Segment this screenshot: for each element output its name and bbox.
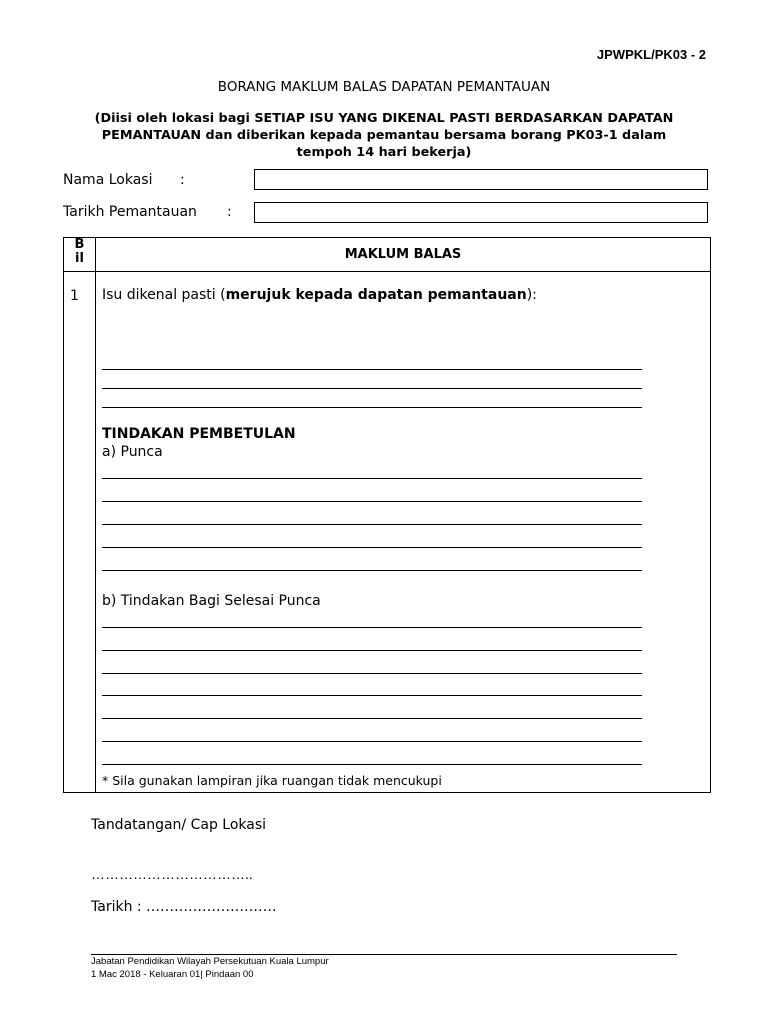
nama-lokasi-field[interactable] [254, 169, 708, 190]
writing-line[interactable] [102, 695, 642, 696]
nama-lokasi-label: Nama Lokasi [63, 172, 153, 188]
signature-line[interactable]: …………………………….. [91, 866, 253, 882]
writing-line[interactable] [102, 627, 642, 628]
writing-line[interactable] [102, 407, 642, 408]
feedback-table [63, 237, 711, 793]
footer-organization: Jabatan Pendidikan Wilayah Persekutuan Kuala Lumpur [91, 956, 329, 967]
form-code: JPWPKL/PK03 - 2 [596, 47, 706, 62]
signature-date[interactable]: Tarikh : ………………………. [91, 899, 277, 915]
bil-header [64, 238, 96, 272]
writing-line[interactable] [102, 369, 642, 370]
issue-label [102, 287, 537, 303]
instruction-line-3: tempoh 14 hari bekerja) [296, 145, 472, 160]
writing-line[interactable] [102, 524, 642, 525]
attachment-note: * Sila gunakan lampiran jika ruangan tidak mencukupi [102, 773, 442, 788]
writing-line[interactable] [102, 388, 642, 389]
tarikh-pemantauan-field[interactable] [254, 202, 708, 223]
writing-line[interactable] [102, 650, 642, 651]
footer-version: 1 Mac 2018 - Keluaran 01| Pindaan 00 [91, 969, 254, 980]
writing-line[interactable] [102, 764, 642, 765]
nama-lokasi-colon: : [180, 172, 185, 188]
cause-label: a) Punca [102, 444, 163, 460]
writing-line[interactable] [102, 718, 642, 719]
form-title: BORANG MAKLUM BALAS DAPATAN PEMANTAUAN [217, 79, 551, 95]
bil-header-text: Bil [74, 237, 85, 266]
writing-line[interactable] [102, 547, 642, 548]
tarikh-pemantauan-colon: : [227, 204, 232, 220]
writing-line[interactable] [102, 741, 642, 742]
issue-suffix: ): [526, 287, 537, 303]
writing-line[interactable] [102, 673, 642, 674]
feedback-cell[interactable] [96, 272, 711, 793]
writing-line[interactable] [102, 570, 642, 571]
corrective-action-heading: TINDAKAN PEMBETULAN [102, 426, 296, 442]
footer-divider [91, 954, 677, 955]
maklum-balas-header: MAKLUM BALAS [96, 238, 711, 272]
action-label: b) Tindakan Bagi Selesai Punca [102, 593, 321, 609]
issue-bold: merujuk kepada dapatan pemantauan [225, 287, 527, 303]
instruction-line-2: PEMANTAUAN dan diberikan kepada pemantau bersama borang PK03-1 dalam [101, 128, 667, 143]
instruction-line-1: (Diisi oleh lokasi bagi SETIAP ISU YANG DIKENAL PASTI BERDASARKAN DAPATAN [94, 111, 674, 126]
tarikh-pemantauan-label: Tarikh Pemantauan [63, 204, 197, 220]
writing-line[interactable] [102, 478, 642, 479]
writing-line[interactable] [102, 501, 642, 502]
signature-label: Tandatangan/ Cap Lokasi [91, 817, 267, 833]
issue-prefix: Isu dikenal pasti ( [102, 287, 226, 303]
form-instructions [80, 110, 688, 161]
row-number: 1 [64, 272, 96, 793]
